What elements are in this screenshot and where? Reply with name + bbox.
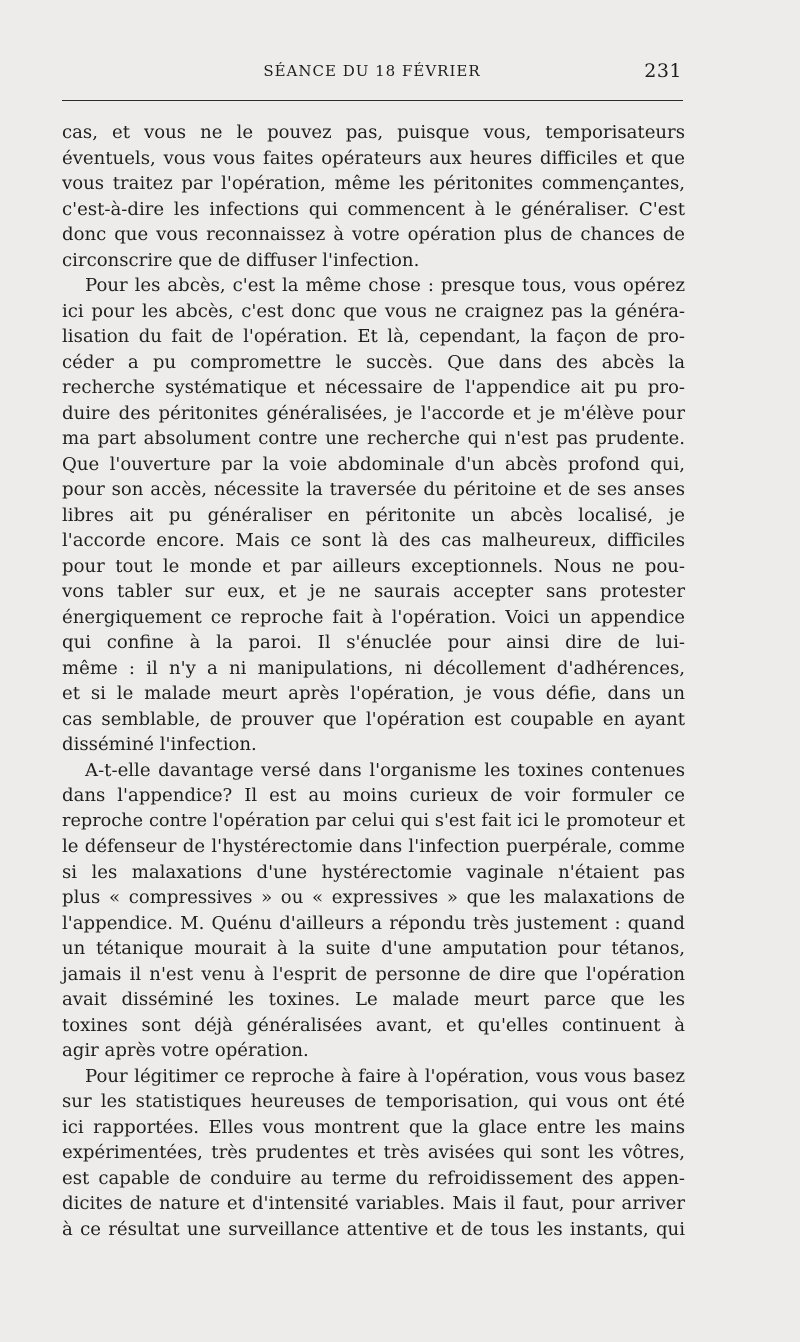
text-line: circonscrire que de diffuser l'infection.: [62, 249, 420, 271]
text-line: c'est-à-dire les infections qui commencent à le généraliser. C'est: [62, 198, 685, 220]
text-line: qui confine à la paroi. Il s'énuclée pour ainsi dire de lui-: [62, 632, 685, 653]
body-text: [62, 120, 685, 1242]
text-line: ici pour les abcès, c'est donc que vous ne craignez pas la généra-: [62, 300, 685, 322]
text-line: cas semblable, de prouver que l'opération est coupable en ayant: [62, 708, 685, 730]
text-line: disséminé l'infection.: [62, 734, 257, 755]
text-line: est capable de conduire au terme du refroidissement des appen-: [62, 1167, 685, 1189]
page-header: [62, 60, 682, 88]
text-line: si les malaxations d'une hystérectomie vaginale n'étaient pas: [62, 861, 685, 883]
text-line: même : il n'y a ni manipulations, ni décollement d'adhérences,: [62, 657, 685, 679]
text-line: reproche contre l'opération par celui qui s'est fait ici le promoteur et: [62, 810, 685, 831]
text-line: donc que vous reconnaissez à votre opération plus de chances de: [62, 224, 685, 245]
text-line: ma part absolument contre une recherche qui n'est pas prudente.: [62, 428, 685, 449]
text-line: agir après votre opération.: [62, 1040, 309, 1061]
text-line: éventuels, vous vous faites opérateurs aux heures difficiles et que: [62, 147, 685, 169]
text-line: libres ait pu généraliser en péritonite un abcès localisé, je: [62, 504, 685, 526]
text-line: dicites de nature et d'intensité variables. Mais il faut, pour arriver: [62, 1193, 685, 1214]
running-title: SÉANCE DU 18 FÉVRIER: [263, 62, 481, 80]
text-line: Que l'ouverture par la voie abdominale d'un abcès profond qui,: [62, 453, 685, 475]
text-line: pour tout le monde et par ailleurs exceptionnels. Nous ne pou-: [62, 555, 685, 577]
text-line: jamais il n'est venu à l'esprit de personne de dire que l'opération: [62, 963, 685, 985]
text-line: dans l'appendice? Il est au moins curieux de voir formuler ce: [62, 785, 685, 806]
text-line: sur les statistiques heureuses de temporisation, qui vous ont été: [62, 1091, 685, 1112]
text-line: énergiquement ce reproche fait à l'opération. Voici un appendice: [62, 606, 685, 628]
text-line: Pour les abcès, c'est la même chose : presque tous, vous opérez: [85, 275, 685, 296]
text-line: à ce résultat une surveillance attentive et de tous les instants, qui: [62, 1218, 685, 1240]
text-line: l'appendice. M. Quénu d'ailleurs a répondu très justement : quand: [62, 912, 685, 934]
text-line: l'accorde encore. Mais ce sont là des cas malheureux, difficiles: [62, 530, 685, 551]
text-line: vons tabler sur eux, et je ne saurais accepter sans protester: [62, 581, 685, 602]
text-line: le défenseur de l'hystérectomie dans l'infection puerpérale, comme: [62, 836, 685, 857]
page-number: 231: [644, 60, 682, 82]
text-line: toxines sont déjà généralisées avant, et qu'elles continuent à: [62, 1014, 685, 1036]
text-line: un tétanique mourait à la suite d'une amputation pour tétanos,: [62, 938, 685, 959]
text-line: et si le malade meurt après l'opération, je vous défie, dans un: [62, 683, 685, 704]
text-line: plus « compressives » ou « expressives » que les malaxations de: [62, 887, 685, 908]
text-line: pour son accès, nécessite la traversée du péritoine et de ses anses: [62, 479, 685, 500]
text-line: lisation du fait de l'opération. Et là, cependant, la façon de pro-: [62, 326, 685, 347]
text-line: céder a pu compromettre le succès. Que dans des abcès la: [62, 351, 685, 373]
text-line: vous traitez par l'opération, même les péritonites commençantes,: [62, 173, 685, 194]
text-line: A-t-elle davantage versé dans l'organisme les toxines contenues: [85, 759, 685, 781]
text-line: duire des péritonites généralisées, je l'accorde et je m'élève pour: [62, 402, 685, 424]
text-line: avait disséminé les toxines. Le malade meurt parce que les: [62, 989, 685, 1010]
text-line: recherche systématique et nécessaire de l'appendice ait pu pro-: [62, 377, 685, 398]
text-line: ici rapportées. Elles vous montrent que la glace entre les mains: [62, 1116, 685, 1138]
text-line: expérimentées, très prudentes et très avisées qui sont les vôtres,: [62, 1142, 685, 1163]
text-line: Pour légitimer ce reproche à faire à l'opération, vous vous basez: [85, 1065, 685, 1087]
header-rule: [62, 100, 683, 101]
text-line: cas, et vous ne le pouvez pas, puisque vous, temporisateurs: [62, 122, 685, 143]
